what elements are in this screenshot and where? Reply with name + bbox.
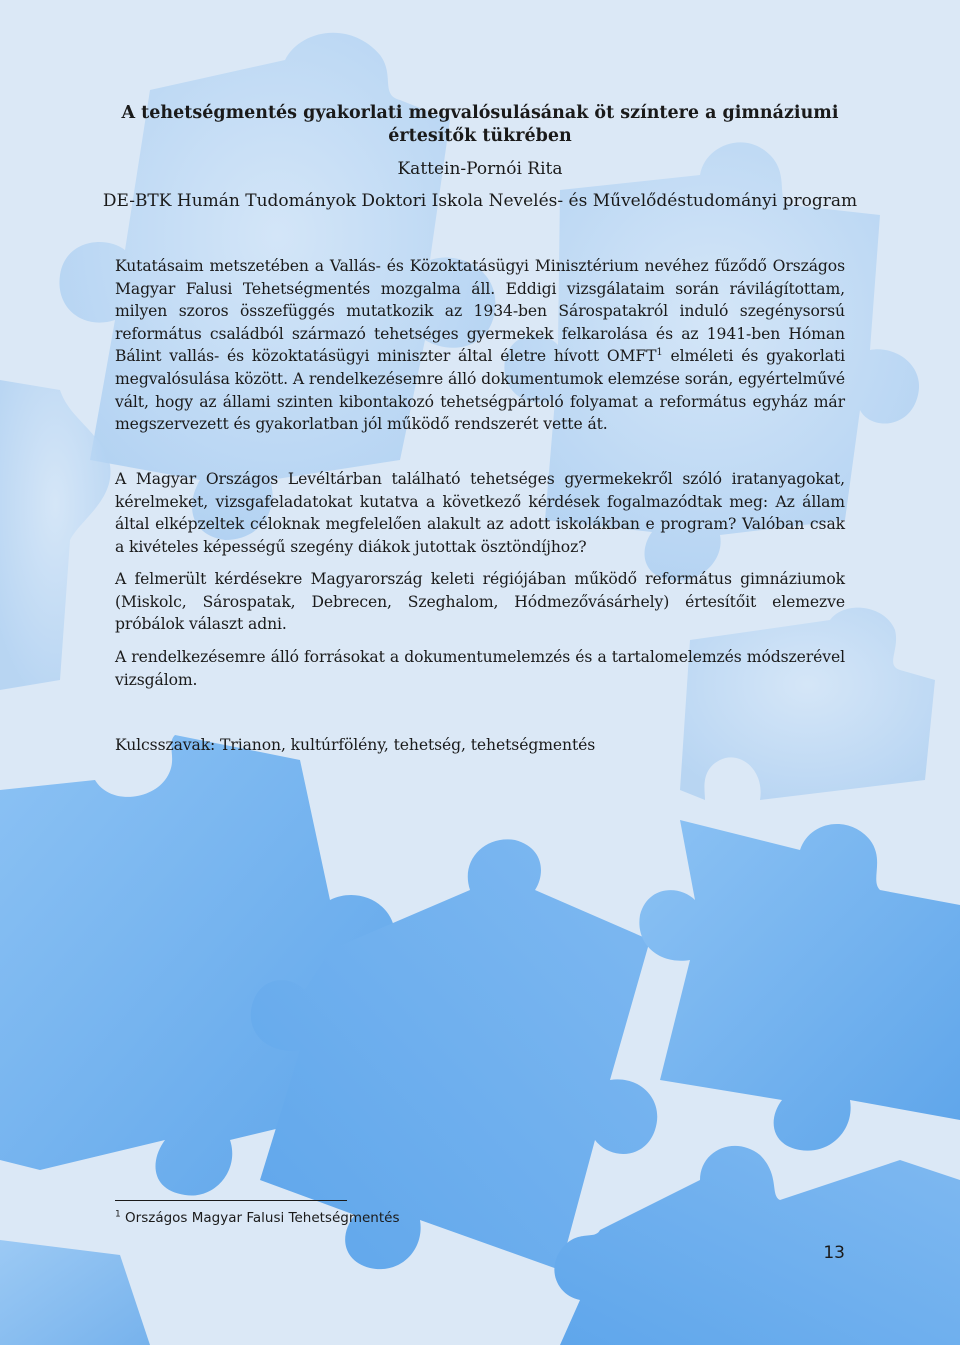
author-affiliation: DE-BTK Humán Tudományok Doktori Iskola Nevelés- és Művelődéstudományi program: [102, 191, 858, 211]
abstract-paragraph-3: A felmerült kérdésekre Magyarország keleti régiójában működő református gimnáziumok (Miskolc, Sárospatak, Debrecen, Szeghalom, Hódmezővásárhely) értesítőit elemezve próbálok választ adni.: [115, 570, 845, 634]
abstract-paragraph-2: A Magyar Országos Levéltárban található tehetséges gyermekekről szóló iratanyagokat, kérelmeket, vizsgafeladatokat kutatva a következő kérdések fogalmazódtak meg: Az állam által elképzeltek céloknak megfelelően alakult az adott iskolákban e program? Valóban csak a kivételes képességű szegény diákok jutottak ösztöndíjhoz?: [115, 470, 845, 556]
page-number: 13: [823, 1243, 845, 1263]
footnote: [115, 1209, 400, 1227]
paragraph-text: Kutatásaim metszetében a Vallás- és Közoktatásügyi Minisztérium nevéhez fűződő Országos Magyar Falusi Tehetségmentés mozgalma áll. Eddigi vizsgálataim során rávilágítottam, milyen szoros összefüggés mutatkozik az 1934-ben Sárospatakról induló szegénysorsú református családból származó tehetséges gyermekek felkarolása és az 1941-ben Hóman Bálint vallás- és közoktatásügyi miniszter által életre hívott OMFT: [115, 257, 845, 366]
footnote-separator: [115, 1200, 347, 1201]
footnote-marker: 1: [115, 1209, 121, 1220]
abstract-paragraph-1: [115, 255, 845, 436]
footnote-reference: 1: [656, 347, 663, 359]
abstract-paragraph-4: A rendelkezésemre álló forrásokat a dokumentumelemzés és a tartalomelemzés módszerével vizsgálom.: [115, 648, 845, 689]
document-title: A tehetségmentés gyakorlati megvalósulásának öt színtere a gimnáziumi értesítők tükrében: [121, 103, 839, 146]
footnote-text: Országos Magyar Falusi Tehetségmentés: [120, 1210, 400, 1226]
paragraph-text-continued: elméleti és gyakorlati megvalósulása között. A rendelkezésemre álló dokumentumok elemzése során, egyértelművé vált, hogy az állami szinten kibontakozó tehetségpártoló folyamat a református egyház már megszervezett és gyakorlatban jól működő rendszerét vette át.: [115, 347, 845, 434]
author-name: Kattein-Pornói Rita: [397, 159, 563, 179]
keywords-line: Kulcsszavak: Trianon, kultúrfölény, tehetség, tehetségmentés: [115, 736, 596, 754]
